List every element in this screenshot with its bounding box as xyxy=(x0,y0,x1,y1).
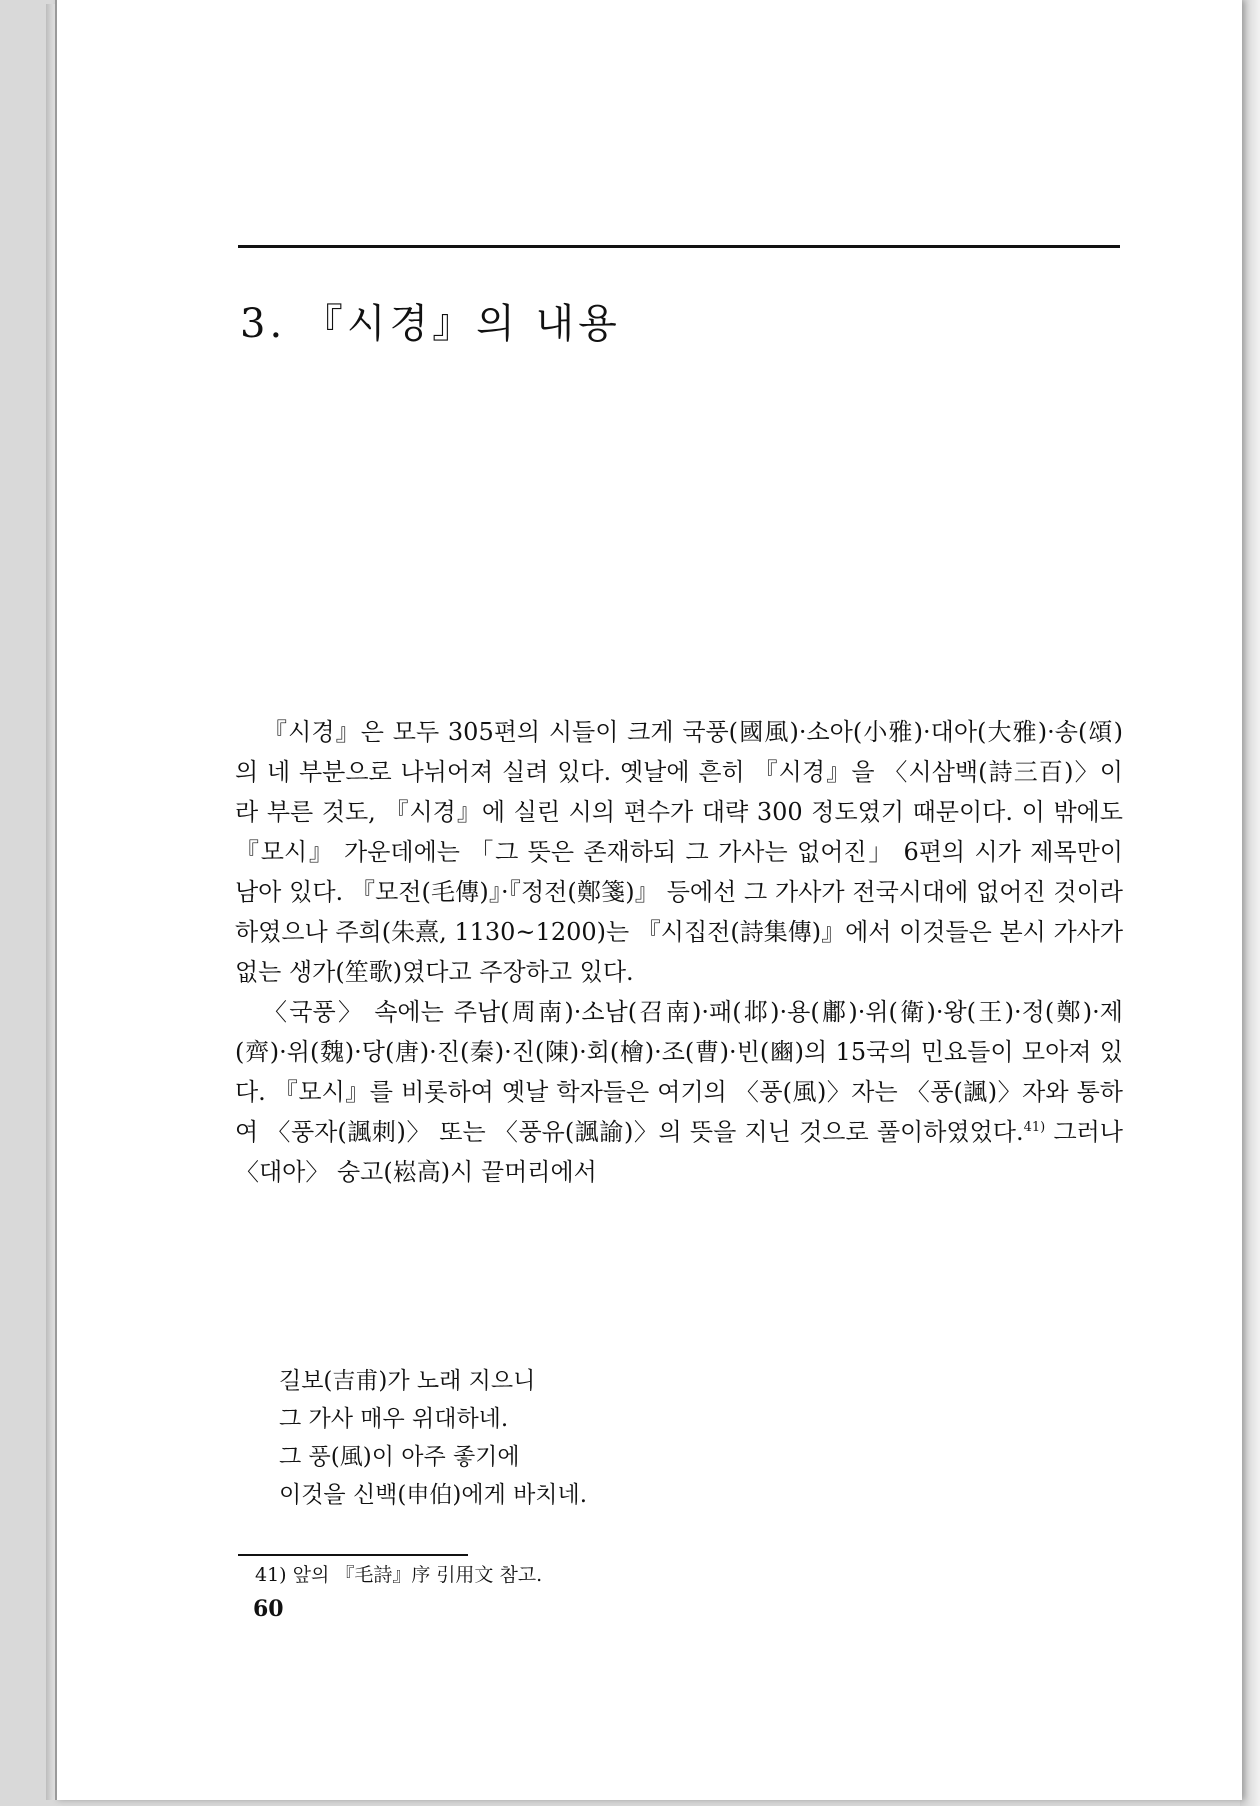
footnote-rule xyxy=(238,1554,468,1556)
poem-quote xyxy=(279,1362,587,1514)
footnote: 41) 앞의 『毛詩』序 引用文 참고. xyxy=(255,1564,543,1586)
page-edge-right xyxy=(1240,0,1260,1806)
poem-line: 이것을 신백(申伯)에게 바치네. xyxy=(279,1482,588,1508)
footnote-reference: 41) xyxy=(1023,1120,1046,1135)
book-page xyxy=(55,0,1242,1800)
paragraph-2-end: 그러나 〈대아〉 숭고(崧高)시 끝머리에서 xyxy=(235,1118,1123,1186)
poem-line: 그 가사 매우 위대하네. xyxy=(279,1406,509,1432)
paragraph-2 xyxy=(235,992,1123,1192)
page-number: 60 xyxy=(253,1596,284,1622)
paragraph-1: 『시경』은 모두 305편의 시들이 크게 국풍(國風)·소아(小雅)·대아(大雅)·송(頌)의 네 부분으로 나뉘어져 실려 있다. 옛날에 흔히 『시경』을 〈시삼백(詩三百)〉이라 부른 것도, 『시경』에 실린 시의 편수가 대략 300 정도였기 때문이다. 이 밖에도 『모시』 가운데에는 「그 뜻은 존재하되 그 가사는 없어진」 6편의 시가 제목만이 남아 있다. 『모전(毛傳)』·『정전(鄭箋)』 등에선 그 가사가 전국시대에 없어진 것이라 하였으나 주희(朱熹, 1130~1200)는 『시집전(詩集傳)』에서 이것들은 본시 가사가 없는 생가(笙歌)였다고 주장하고 있다. xyxy=(235,718,1123,986)
body-text xyxy=(235,712,1123,1192)
header-rule xyxy=(238,245,1120,248)
poem-line: 그 풍(風)이 아주 좋기에 xyxy=(279,1444,520,1470)
page-edge-left xyxy=(46,4,55,1800)
paragraph-2-text: 〈국풍〉 속에는 주남(周南)·소남(召南)·패(邶)·용(鄘)·위(衛)·왕(王)·정(鄭)·제(齊)·위(魏)·당(唐)·진(秦)·진(陳)·회(檜)·조(曹)·빈(豳)의 15국의 민요들이 모아져 있다. 『모시』를 비롯하여 옛날 학자들은 여기의 〈풍(風)〉자는 〈풍(諷)〉자와 통하여 〈풍자(諷刺)〉 또는 〈풍유(諷諭)〉의 뜻을 지닌 것으로 풀이하였었다. xyxy=(235,998,1123,1146)
section-title: 3. 『시경』의 내용 xyxy=(240,300,621,347)
poem-line: 길보(吉甫)가 노래 지으니 xyxy=(279,1368,536,1394)
